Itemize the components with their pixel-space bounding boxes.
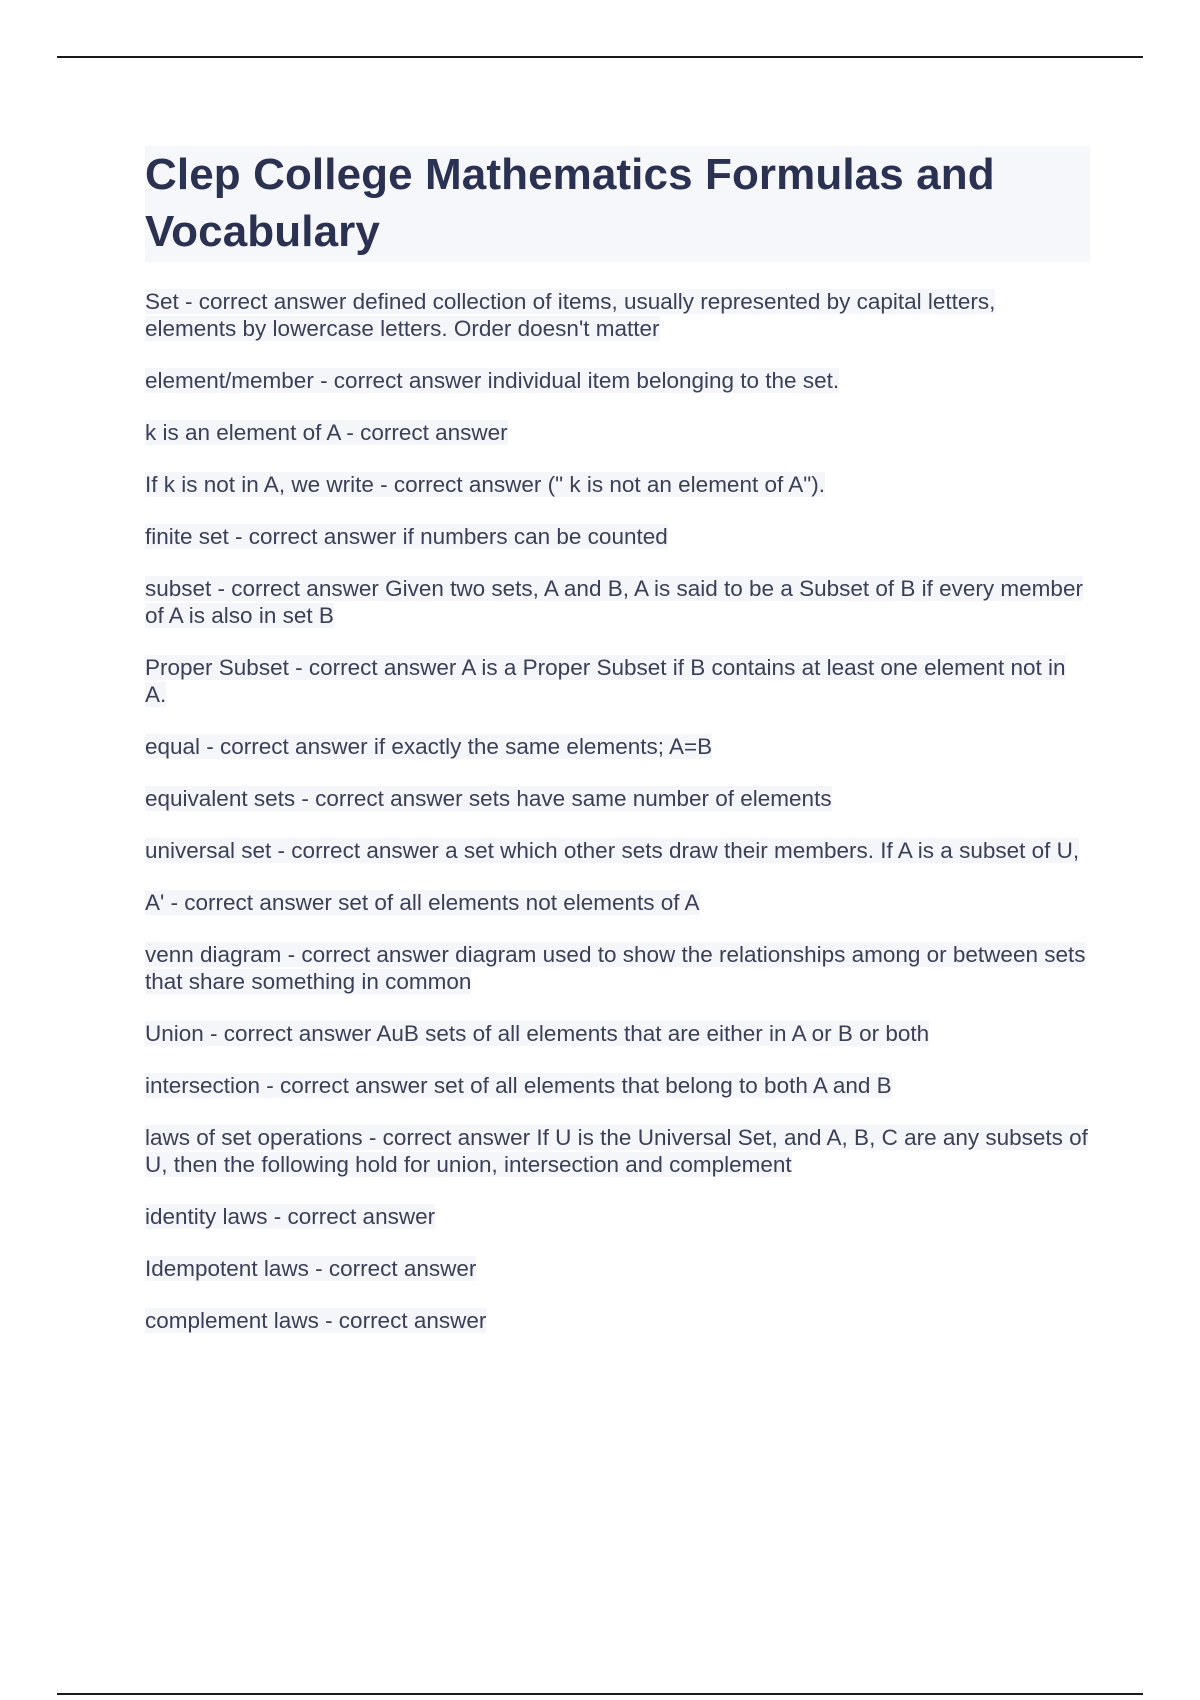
vocab-entry-complement: A' - correct answer set of all elements not elements of A: [145, 890, 700, 915]
vocab-entry-universal-set: universal set - correct answer a set which other sets draw their members. If A is a subset of U,: [145, 838, 1080, 863]
vocab-entry-idempotent-laws: Idempotent laws - correct answer: [145, 1256, 477, 1281]
vocab-entry-set: Set - correct answer defined collection of items, usually represented by capital letters, elements by lowercase letters. Order doesn't matter: [145, 289, 996, 341]
vocab-entry-k-not-in-a: If k is not in A, we write - correct answer (" k is not an element of A").: [145, 472, 825, 497]
vocab-entry-intersection: intersection - correct answer set of all elements that belong to both A and B: [145, 1073, 892, 1098]
vocab-entry-venn-diagram: venn diagram - correct answer diagram used to show the relationships among or between sets that share something in common: [145, 942, 1086, 994]
vocab-entry-equivalent-sets: equivalent sets - correct answer sets have same number of elements: [145, 786, 832, 811]
document-body: [145, 146, 1090, 1359]
vocab-entry-k-element-of-a: k is an element of A - correct answer: [145, 420, 508, 445]
top-rule: [57, 56, 1143, 58]
vocab-entry-element-member: element/member - correct answer individual item belonging to the set.: [145, 368, 840, 393]
vocab-entry-union: Union - correct answer AuB sets of all elements that are either in A or B or both: [145, 1021, 930, 1046]
vocabulary-list: [145, 288, 1090, 1334]
vocab-entry-laws-of-set-operations: laws of set operations - correct answer If U is the Universal Set, and A, B, C are any subsets of U, then the following hold for union, intersection and complement: [145, 1125, 1088, 1177]
vocab-entry-finite-set: finite set - correct answer if numbers can be counted: [145, 524, 668, 549]
vocab-entry-proper-subset: Proper Subset - correct answer A is a Proper Subset if B contains at least one element not in A.: [145, 655, 1066, 707]
bottom-rule: [57, 1693, 1143, 1695]
vocab-entry-complement-laws: complement laws - correct answer: [145, 1308, 487, 1333]
vocab-entry-equal: equal - correct answer if exactly the same elements; A=B: [145, 734, 713, 759]
vocab-entry-identity-laws: identity laws - correct answer: [145, 1204, 436, 1229]
vocab-entry-subset: subset - correct answer Given two sets, A and B, A is said to be a Subset of B if every member of A is also in set B: [145, 576, 1083, 628]
document-title: Clep College Mathematics Formulas and Vocabulary: [145, 146, 1090, 262]
